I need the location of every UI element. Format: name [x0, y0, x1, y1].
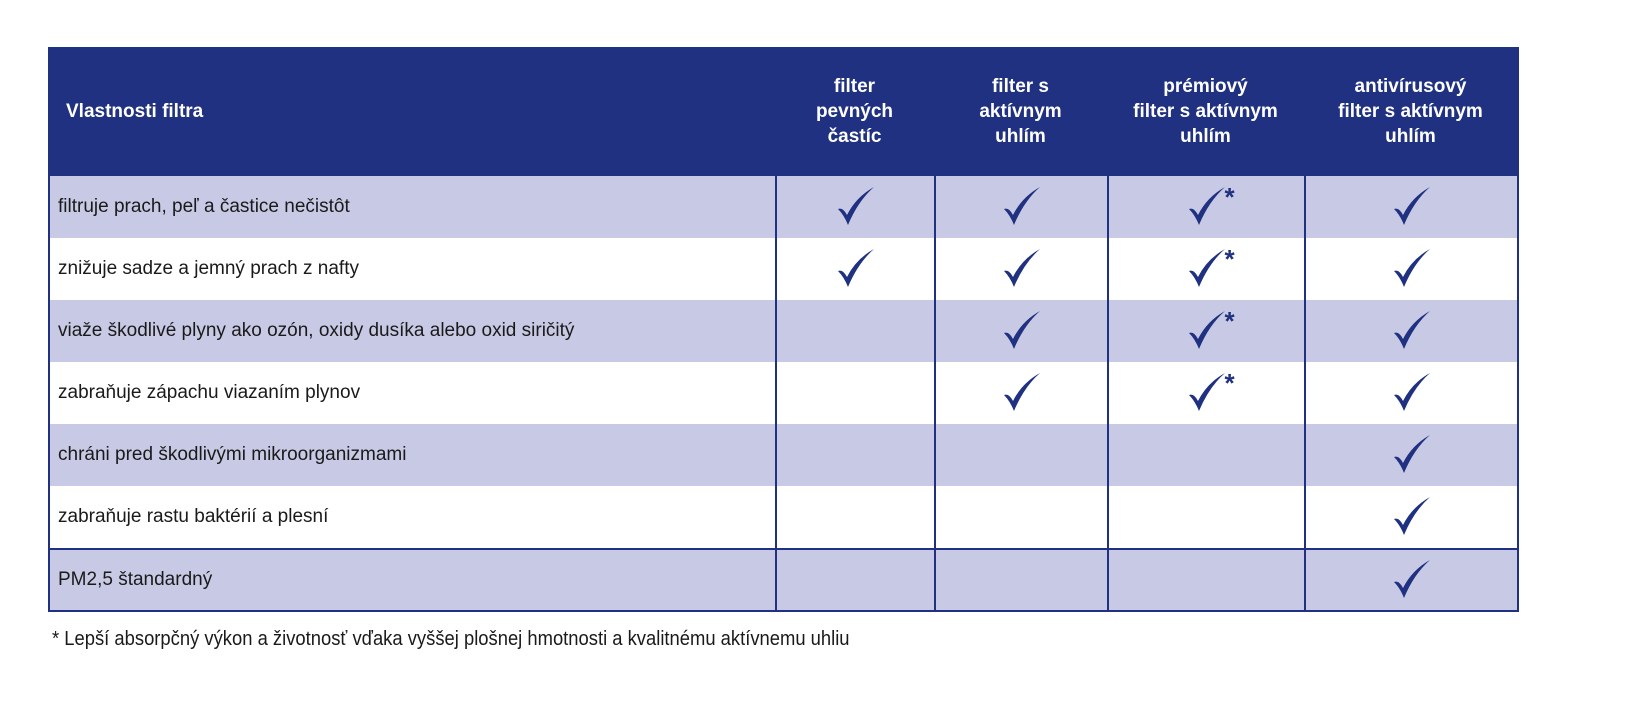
check-cell — [1107, 424, 1304, 486]
check-cell — [934, 300, 1107, 362]
asterisk: * — [1224, 244, 1235, 274]
check-icon — [1390, 185, 1434, 229]
check-cell — [1304, 362, 1517, 424]
table-row — [50, 300, 1517, 362]
asterisk: * — [1224, 182, 1235, 212]
check-cell — [775, 486, 934, 548]
check-icon — [1000, 185, 1044, 229]
check-icon — [1390, 309, 1434, 353]
check-cell — [775, 550, 934, 610]
check-cell — [1107, 300, 1304, 362]
check-cell — [934, 424, 1107, 486]
asterisk: * — [1224, 368, 1235, 398]
check-icon — [834, 247, 878, 291]
check-cell — [934, 238, 1107, 300]
check-cell — [1107, 486, 1304, 548]
header-col-particle: filter pevných častíc — [815, 76, 894, 147]
filter-comparison-table — [48, 47, 1519, 612]
asterisk: * — [1224, 306, 1235, 336]
check-cell — [934, 550, 1107, 610]
check-cell — [934, 486, 1107, 548]
table-row — [50, 238, 1517, 300]
table-row — [50, 424, 1517, 486]
check-cell — [934, 176, 1107, 238]
check-icon — [1390, 558, 1434, 602]
check-icon — [1390, 433, 1434, 477]
check-icon — [1185, 309, 1229, 353]
footnote: * Lepší absorpčný výkon a životnosť vďaka vyššej plošnej hmotnosti a kvalitnému aktívnemu uhliu — [52, 628, 850, 650]
row-label: PM2,5 štandardný — [58, 569, 213, 590]
check-icon — [1185, 185, 1229, 229]
header-col-premium: prémiový filter s aktívnym uhlím — [1133, 76, 1278, 147]
check-icon — [1390, 247, 1434, 291]
row-label: viaže škodlivé plyny ako ozón, oxidy dusíka alebo oxid siričitý — [58, 320, 575, 341]
table-row — [50, 176, 1517, 238]
check-icon — [1390, 495, 1434, 539]
table-row — [50, 486, 1517, 548]
table-header — [50, 47, 1517, 176]
header-feature: Vlastnosti filtra — [66, 101, 204, 122]
check-cell — [1107, 176, 1304, 238]
check-icon — [1185, 247, 1229, 291]
check-cell — [1107, 362, 1304, 424]
row-label: filtruje prach, peľ a častice nečistôt — [58, 196, 350, 217]
row-label: znižuje sadze a jemný prach z nafty — [58, 258, 359, 279]
check-icon — [1185, 371, 1229, 415]
check-cell — [1107, 238, 1304, 300]
table-row — [50, 362, 1517, 424]
check-cell — [1304, 550, 1517, 610]
check-cell — [775, 362, 934, 424]
check-cell — [1107, 550, 1304, 610]
check-cell — [1304, 424, 1517, 486]
check-icon — [1000, 247, 1044, 291]
header-col-antivirus: antivírusový filter s aktívnym uhlím — [1338, 76, 1483, 147]
check-cell — [775, 238, 934, 300]
check-icon — [1000, 309, 1044, 353]
row-label: chráni pred škodlivými mikroorganizmami — [58, 444, 407, 465]
check-cell — [1304, 486, 1517, 548]
check-cell — [1304, 238, 1517, 300]
check-cell — [775, 176, 934, 238]
check-icon — [1390, 371, 1434, 415]
check-cell — [934, 362, 1107, 424]
check-icon — [1000, 371, 1044, 415]
check-cell — [775, 300, 934, 362]
check-cell — [1304, 300, 1517, 362]
row-label: zabraňuje rastu baktérií a plesní — [58, 506, 329, 527]
row-label: zabraňuje zápachu viazaním plynov — [58, 382, 361, 403]
table-row — [50, 548, 1517, 610]
header-col-carbon: filter s aktívnym uhlím — [979, 76, 1062, 147]
check-cell — [775, 424, 934, 486]
check-icon — [834, 185, 878, 229]
check-cell — [1304, 176, 1517, 238]
